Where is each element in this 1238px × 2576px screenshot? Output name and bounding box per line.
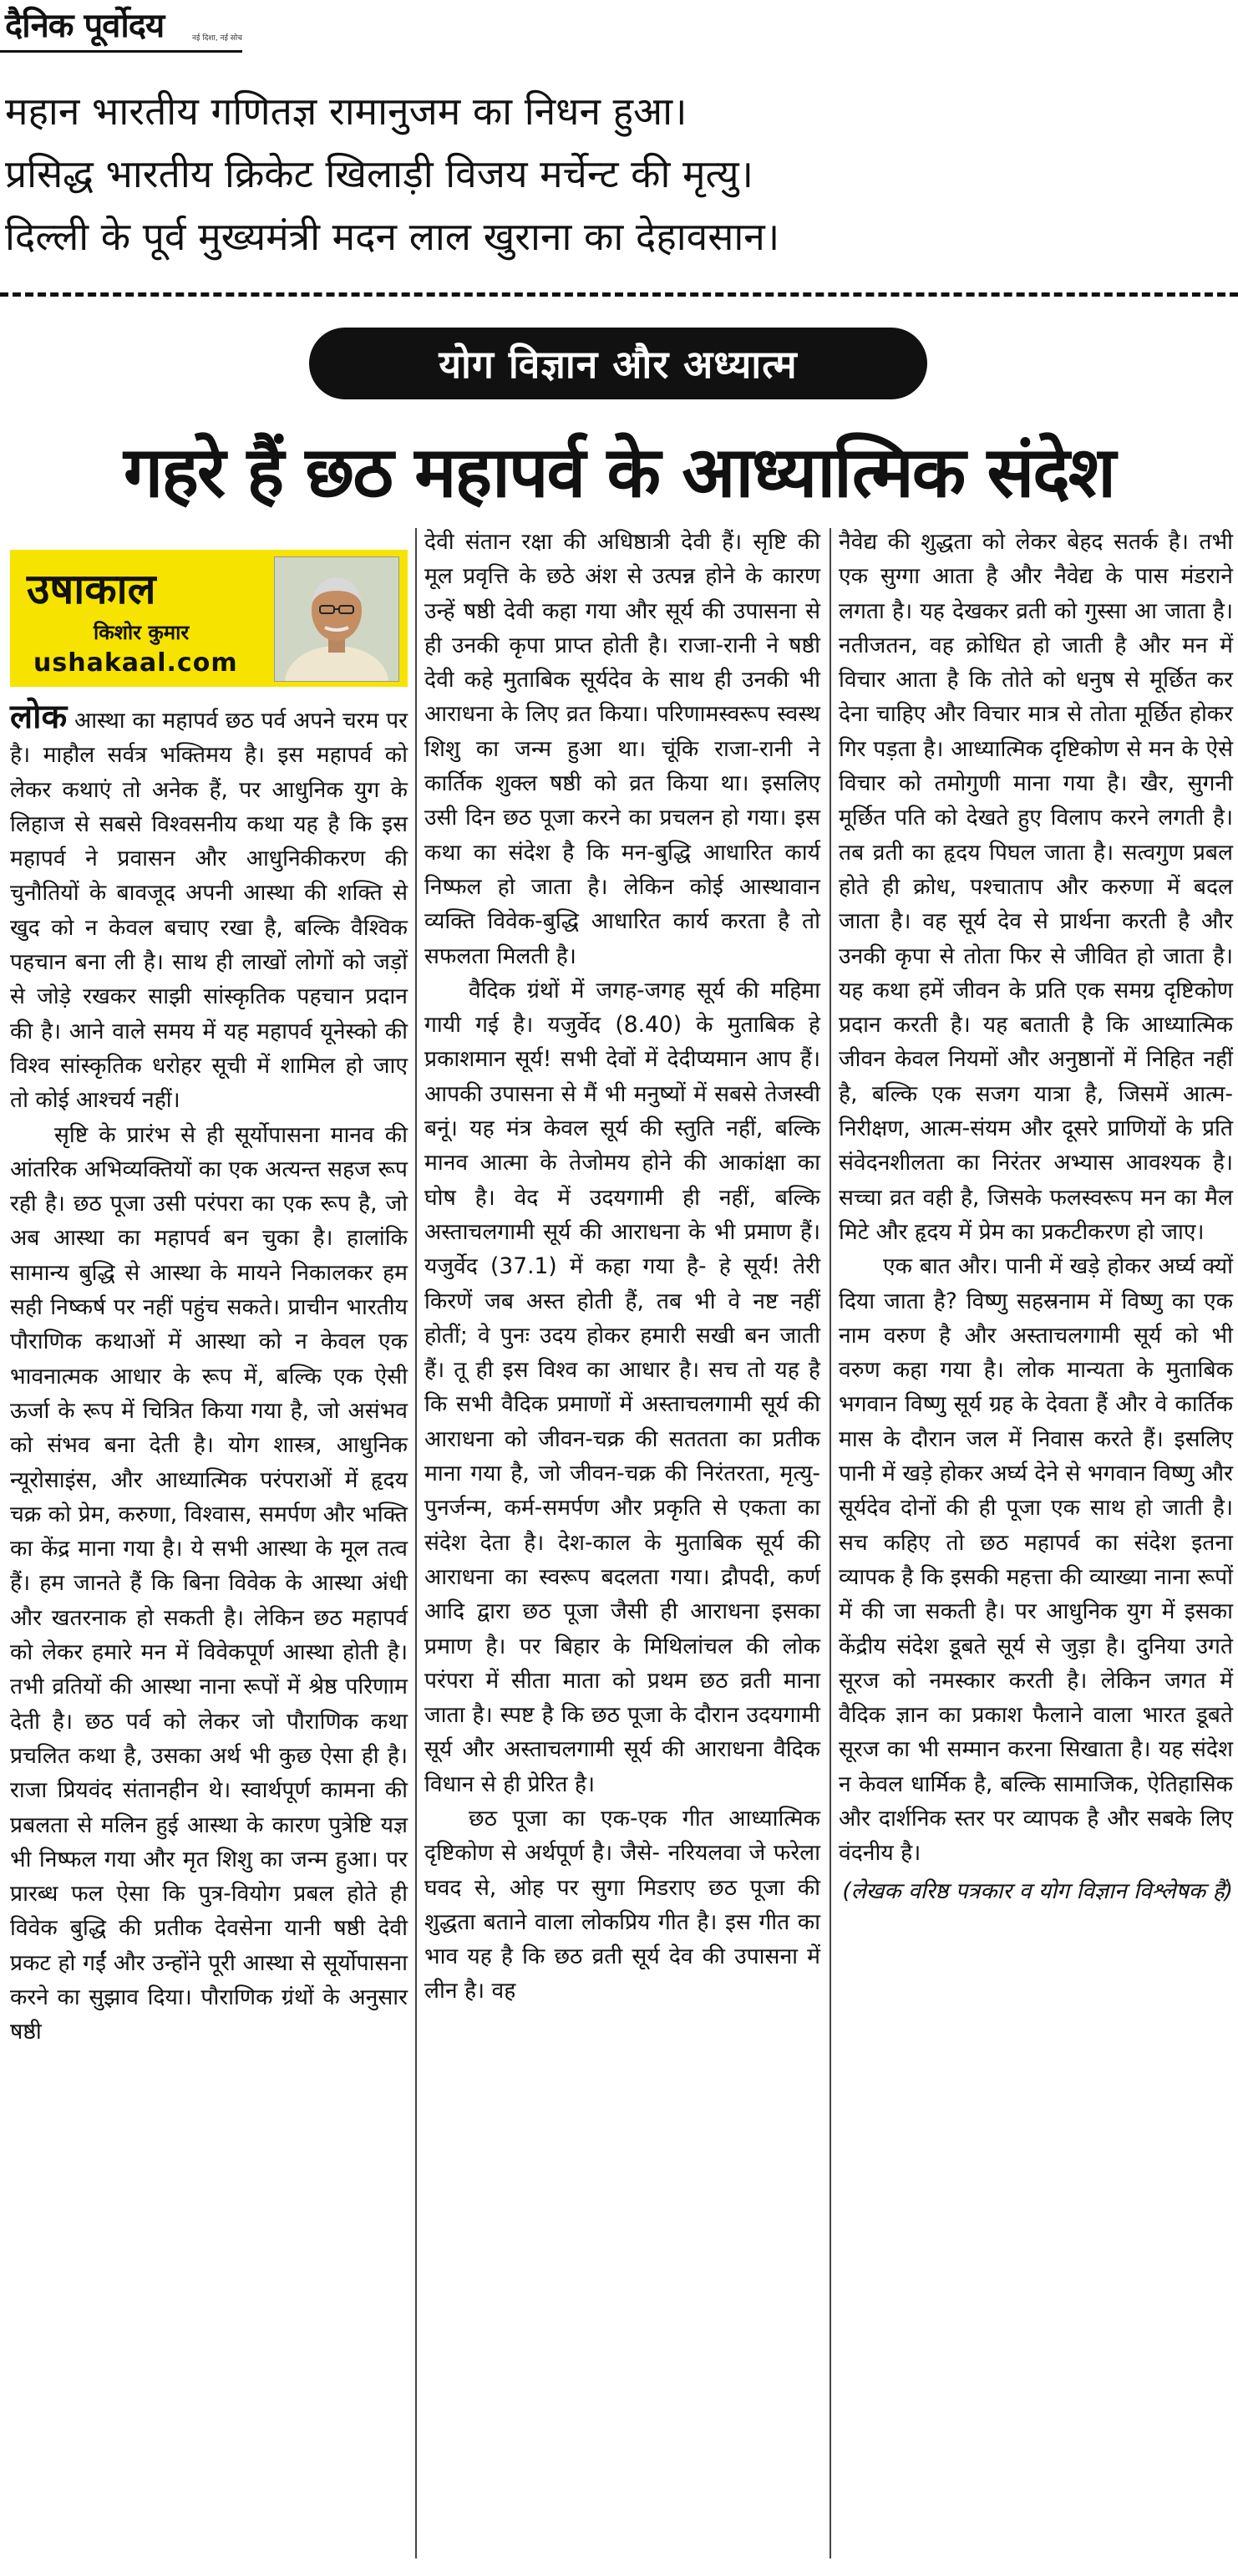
column-divider <box>830 528 831 2558</box>
masthead-tagline: नई दिशा, नई सोच <box>192 34 242 43</box>
news-headline-list <box>5 80 1233 268</box>
article-paragraph <box>10 700 408 1118</box>
section-banner-label: योग विज्ञान और अध्यात्म <box>439 342 798 387</box>
paragraph-text: आस्था का महापर्व छठ पर्व अपने चरम पर है। माहौल सर्वत्र भक्तिमय है। इस महापर्व को लेकर कथाएं तो अनेक हैं, पर आधुनिक युग के लिहाज से सबसे विश्वसनीय कथा यह है कि इस महापर्व ने प्रवासन और आधुनिकीकरण की चुनौतियों के बावजूद अपनी आस्था की शक्ति से खुद को न केवल बचाए रखा है, बल्कि वैश्विक पहचान बना ली है। साथ ही लाखों लोगों को जड़ों से जोड़े रखकर साझी सांस्कृतिक पहचान प्रदान की है। आने वाले समय में यह महापर्व यूनेस्को की विश्व सांस्कृतिक धरोहर सूची में शामिल हो जाए तो कोई आश्चर्य नहीं। <box>10 708 408 1114</box>
article-column-3 <box>839 525 1233 1908</box>
masthead-rule <box>0 50 242 53</box>
author-note: (लेखक वरिष्ठ पत्रकार व योग विज्ञान विश्लेषक हैं) <box>842 1877 1233 1904</box>
lead-word: लोक <box>10 698 68 736</box>
article-paragraph: छठ पूजा का एक-एक गीत आध्यात्मिक दृष्टिकोण से अर्थपूर्ण है। जैसे- नरियलवा जे फरेला घवद से, ओह पर सुगा मिडराए छठ पूजा की शुद्धता बताने वाला लोकप्रिय गीत है। इस गीत का भाव यह है कि छठ व्रती सूर्य देव की उपासना में लीन है। वह <box>424 1805 820 2004</box>
column-name: उषाकाल <box>27 565 156 613</box>
author-portrait-icon <box>275 557 398 681</box>
news-headline[interactable]: दिल्ली के पूर्व मुख्यमंत्री मदन लाल खुराना का देहावसान। <box>5 214 780 259</box>
news-headline[interactable]: महान भारतीय गणितज्ञ रामानुजम का निधन हुआ। <box>5 89 687 134</box>
masthead-title[interactable]: दैनिक पूर्वोदय <box>5 7 165 45</box>
article-column-1 <box>10 700 408 2050</box>
article-paragraph: नैवेद्य की शुद्धता को लेकर बेहद सतर्क है। तभी एक सुग्गा आता है और नैवेद्य के पास मंडराने लगता है। यह देखकर व्रती को गुस्सा आ जाता है। नतीजतन, वह क्रोधित हो जाती है और मन में विचार आता है कि तोते को धनुष से मूर्छित कर देना चाहिए और विचार मात्र से तोता मूर्छित होकर गिर पड़ता है। आध्यात्मिक दृष्टिकोण से मन के ऐसे विचार को तमोगुणी माना गया है। खैर, सुगनी मूर्छित पति को देखते हुए विलाप करने लगती है। तब व्रती का हृदय पिघल जाता है। सत्वगुण प्रबल होते ही क्रोध, पश्चाताप और करुणा में बदल जाता है। वह सूर्य देव से प्रार्थना करती है और उनकी कृपा से तोता फिर से जीवित हो जाता है। यह कथा हमें जीवन के प्रति एक समग्र दृष्टिकोण प्रदान करती है। यह बताती है कि आध्यात्मिक जीवन केवल नियमों और अनुष्ठानों में निहित नहीं है, बल्कि एक सजग यात्रा है, जिसमें आत्म-निरीक्षण, आत्म-संयम और दूसरे प्राणियों के प्रति संवेदनशीलता का निरंतर अभ्यास आवश्यक है। सच्चा व्रत वही है, जिसके फलस्वरूप मन का मैल मिटे और हृदय में प्रेम का प्रकटीकरण हो जाए। <box>839 529 1233 1245</box>
news-headline[interactable]: प्रसिद्ध भारतीय क्रिकेट खिलाड़ी विजय मर्चेन्ट की मृत्यु। <box>5 151 753 196</box>
masthead <box>5 5 164 57</box>
author-box <box>10 550 408 687</box>
dashed-divider <box>0 292 1238 297</box>
author-website-link[interactable]: ushakaal.com <box>33 648 238 678</box>
article-paragraph: वैदिक ग्रंथों में जगह-जगह सूर्य की महिमा गायी गई है। यजुर्वेद (8.40) के मुताबिक हे प्रकाशमान सूर्य! सभी देवों में देदीप्यमान आप हैं। आपकी उपासना से मैं भी मनुष्यों में सबसे तेजस्वी बनूं। यह मंत्र केवल सूर्य की स्तुति नहीं, बल्कि मानव आत्मा के तेजोमय होने की आकांक्षा का घोष है। वेद में उदयगामी ही नहीं, बल्कि अस्ताचलगामी सूर्य की आराधना के भी प्रमाण हैं। यजुर्वेद (37.1) में कहा गया है- हे सूर्य! तेरी किरणें जब अस्त होती हैं, तब भी वे नष्ट नहीं होतीं; वे पुनः उदय होकर हमारी सखी बन जाती हैं। तू ही इस विश्व का आधार है। सच तो यह है कि सभी वैदिक प्रमाणों में अस्ताचलगामी सूर्य की आराधना को जीवन-चक्र की सततता का प्रतीक माना गया है, जो जीवन-चक्र की निरंतरता, मृत्यु-पुनर्जन्म, कर्म-समर्पण और प्रकृति से एकता का संदेश देता है। देश-काल के मुताबिक सूर्य की आराधना का स्वरूप बदलता गया। द्रौपदी, कर्ण आदि द्वारा छठ पूजा जैसी ही आराधना इसका प्रमाण है। पर बिहार के मिथिलांचल की लोक परंपरा में सीता माता को प्रथम छठ व्रती माना जाता है। स्पष्ट है कि छठ पूजा के दौरान उदयगामी सूर्य और अस्ताचलगामी सूर्य की आराधना वैदिक विधान से ही प्रेरित है। <box>424 977 820 1797</box>
article-paragraph: एक बात और। पानी में खड़े होकर अर्घ्य क्यों दिया जाता है? विष्णु सहस्रनाम में विष्णु का एक नाम वरुण है और अस्ताचलगामी सूर्य को भी वरुण कहा गया है। लोक मान्यता के मुताबिक भगवान विष्णु सूर्य ग्रह के देवता हैं और वे कार्तिक मास के दौरान जल में निवास करते हैं। इसलिए पानी में खड़े होकर अर्घ्य देने से भगवान विष्णु और सूर्यदेव दोनों की ही पूजा एक साथ हो जाती है। सच कहिए तो छठ महापर्व का संदेश इतना व्यापक है कि इसकी महत्ता की व्याख्या नाना रूपों में की जा सकती है। पर आधुनिक युग में इसका केंद्रीय संदेश डूबते सूर्य से जुड़ा है। दुनिया उगते सूरज को नमस्कार करती है। लेकिन जगत में वैदिक ज्ञान का प्रकाश फैलाने वाला भारत डूबते सूरज का भी सम्मान करना सिखाता है। यह संदेश न केवल धार्मिक है, बल्कि सामाजिक, ऐतिहासिक और दार्शनिक स्तर पर व्यापक है और सबके लिए वंदनीय है। <box>839 1253 1233 1867</box>
column-divider <box>415 528 417 2558</box>
article-headline[interactable]: गहरे हैं छठ महापर्व के आध्यात्मिक संदेश <box>123 431 1115 513</box>
author-photo <box>274 556 399 682</box>
author-name: किशोर कुमार <box>94 621 190 644</box>
article-paragraph: देवी संतान रक्षा की अधिष्ठात्री देवी हैं। सृष्टि की मूल प्रवृत्ति के छठे अंश से उत्पन्न होने के कारण उन्हें षष्ठी देवी कहा गया और सूर्य की उपासना से ही उनकी कृपा प्राप्त होती है। राजा-रानी ने षष्ठी देवी कहे मुताबिक सूर्यदेव के साथ ही उनकी भी आराधना के लिए व्रत किया। परिणामस्वरूप स्वस्थ शिशु का जन्म हुआ था। चूंकि राजा-रानी ने कार्तिक शुक्ल षष्ठी को व्रत किया था। इसलिए उसी दिन छठ पूजा करने का प्रचलन हो गया। इस कथा का संदेश है कि मन-बुद्धि आधारित कार्य निष्फल हो जाता है। लेकिन कोई आस्थावान व्यक्ति विवेक-बुद्धि आधारित कार्य करता है तो सफलता मिलती है। <box>424 529 820 969</box>
section-banner <box>309 328 927 399</box>
article-column-2 <box>424 525 820 2009</box>
article-paragraph: सृष्टि के प्रारंभ से ही सूर्योपासना मानव की आंतरिक अभिव्यक्तियों का एक अत्यन्त सहज रूप रही है। छठ पूजा उसी परंपरा का एक रूप है, जो अब आस्था का महापर्व बन चुका है। हालांकि सामान्य बुद्धि से आस्था के मायने निकालकर हम सही निष्कर्ष पर नहीं पहुंच सकते। प्राचीन भारतीय पौराणिक कथाओं में आस्था को न केवल एक भावनात्मक आधार के रूप में, बल्कि एक ऐसी ऊर्जा के रूप में चित्रित किया गया है, जो असंभव को संभव बना देती है। योग शास्त्र, आधुनिक न्यूरोसाइंस, और आध्यात्मिक परंपराओं में हृदय चक्र को प्रेम, करुणा, विश्वास, समर्पण और भक्ति का केंद्र माना गया है। ये सभी आस्था के मूल तत्व हैं। हम जानते हैं कि बिना विवेक के आस्था अंधी और खतरनाक हो सकती है। लेकिन छठ महापर्व को लेकर हमारे मन में विवेकपूर्ण आस्था होती है। तभी व्रतियों की आस्था नाना रूपों में श्रेष्ठ परिणाम देती है। छठ पर्व को लेकर जो पौराणिक कथा प्रचलित कथा है, उसका अर्थ भी कुछ ऐसा ही है। राजा प्रियवंद संतानहीन थे। स्वार्थपूर्ण कामना की प्रबलता से मलिन हुई आस्था के कारण पुत्रेष्टि यज्ञ भी निष्फल गया और मृत शिशु का जन्म हुआ। पर प्रारब्ध फल ऐसा कि पुत्र-वियोग प्रबल होते ही विवेक बुद्धि की प्रतीक देवसेना यानी षष्ठी देवी प्रकट हो गईं और उन्होंने पूरी आस्था से सूर्योपासना करने का सुझाव दिया। पौराणिक ग्रंथों के अनुसार षष्ठी <box>10 1121 408 2045</box>
